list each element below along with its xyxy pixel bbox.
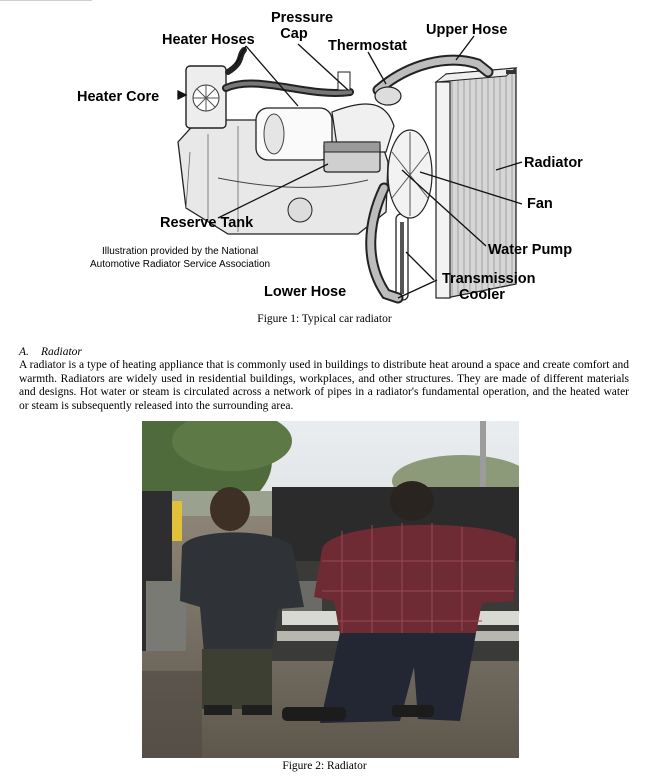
section-heading [19,346,82,358]
radiator-core [436,68,516,298]
heater-core [186,66,226,128]
label-transmission-cooler: Transmission [442,271,536,287]
label-heater-core: Heater Core [77,89,160,105]
figure-2-caption: Figure 2: Radiator [282,760,367,772]
label-radiator: Radiator [524,155,583,171]
radiator-photo [142,421,519,758]
label-upper-hose: Upper Hose [426,22,508,38]
transmission-cooler-tube [396,214,408,300]
label-pressure-cap-2: Cap [280,26,308,42]
page-top-rule [0,0,92,1]
label-pressure-cap: Pressure [270,10,334,26]
section-title: Radiator [41,346,82,358]
reserve-tank [324,142,380,172]
label-lower-hose: Lower Hose [264,284,347,300]
radiator-diagram [68,2,588,307]
illustration-credit-line-2: Automotive Radiator Service Association [90,259,271,270]
section-number: A. [19,346,29,358]
section-body: A radiator is a type of heating appliance that is commonly used in buildings to distribute heat around a space and create comfort and warmth. Radiators are widely used in residential buildings, workplaces, and other structures. They are made of different materials and designs. Hot water or steam is circulated across a network of pipes in a radiator's fundamental operation, and the heated water or steam is subsequently released into the surrounding area. [19,359,629,412]
figure-1-caption: Figure 1: Typical car radiator [257,313,392,325]
label-heater-hoses: Heater Hoses [162,32,255,48]
label-transmission-cooler-2: Cooler [459,287,505,303]
illustration-credit-line-1: Illustration provided by the National [102,246,259,257]
label-thermostat: Thermostat [328,38,407,54]
label-water-pump: Water Pump [488,242,573,258]
label-fan: Fan [527,196,553,212]
label-reserve-tank: Reserve Tank [160,215,254,231]
